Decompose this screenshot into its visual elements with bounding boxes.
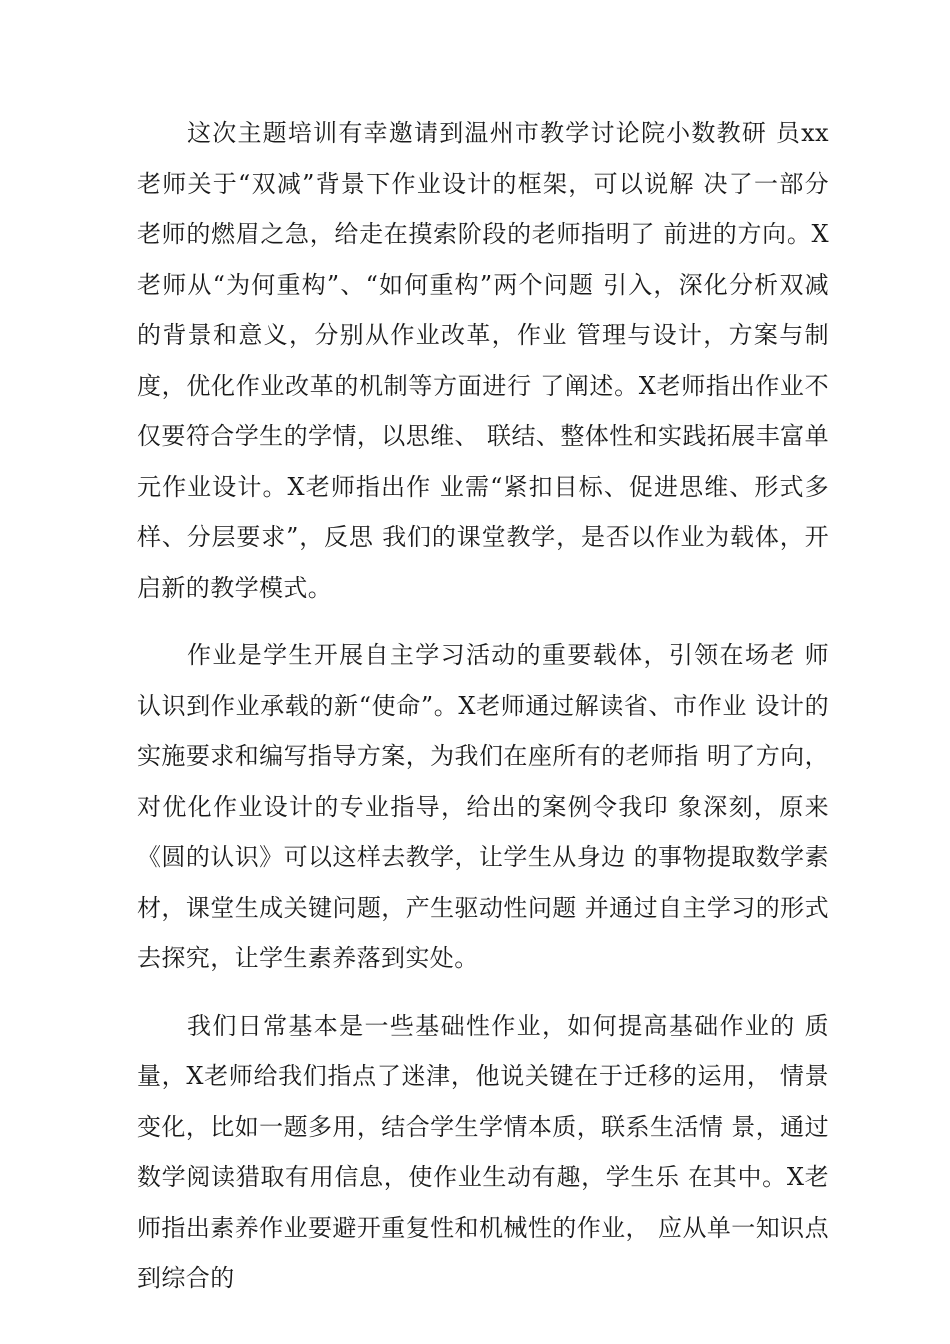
paragraph-2: 作业是学生开展自主学习活动的重要载体，引领在场老 师认识到作业承载的新“使命”。X老师通过解读省、市作业 设计的实施要求和编写指导方案，为我们在座所有的老师指 明了方向，对优化作业设计的专业指导，给出的案例令我印 象深刻，原来《圆的认识》可以这样去教学，让学生从身边 的事物提取数学素材，课堂生成关键问题，产生驱动性问题 并通过自主学习的形式去探究，让学生素养落到实处。 bbox=[137, 641, 829, 972]
paragraph-3: 我们日常基本是一些基础性作业，如何提高基础作业的 质量，X老师给我们指点了迷津，他说关键在于迁移的运用， 情景变化，比如一题多用，结合学生学情本质，联系生活情 景，通过数学阅读猎取有用信息，使作业生动有趣，学生乐 在其中。X老师指出素养作业要避开重复性和机械性的作业， 应从单一知识点到综合的 bbox=[137, 1011, 829, 1292]
document-body bbox=[137, 108, 829, 1304]
paragraph-1: 这次主题培训有幸邀请到温州市教学讨论院小数教研 员xx老师关于“双减”背景下作业设计的框架，可以说解 决了一部分老师的燃眉之急，给走在摸索阶段的老师指明了 前进的方向。X老师从“为何重构”、“如何重构”两个问题 引入，深化分析双减的背景和意义，分别从作业改革，作业 管理与设计，方案与制度，优化作业改革的机制等方面进行 了阐述。X老师指出作业不仅要符合学生的学情，以思维、 联结、整体性和实践拓展丰富单元作业设计。X老师指出作 业需“紧扣目标、促进思维、形式多样、分层要求”，反思 我们的课堂教学，是否以作业为载体，开启新的教学模式。 bbox=[137, 119, 829, 602]
